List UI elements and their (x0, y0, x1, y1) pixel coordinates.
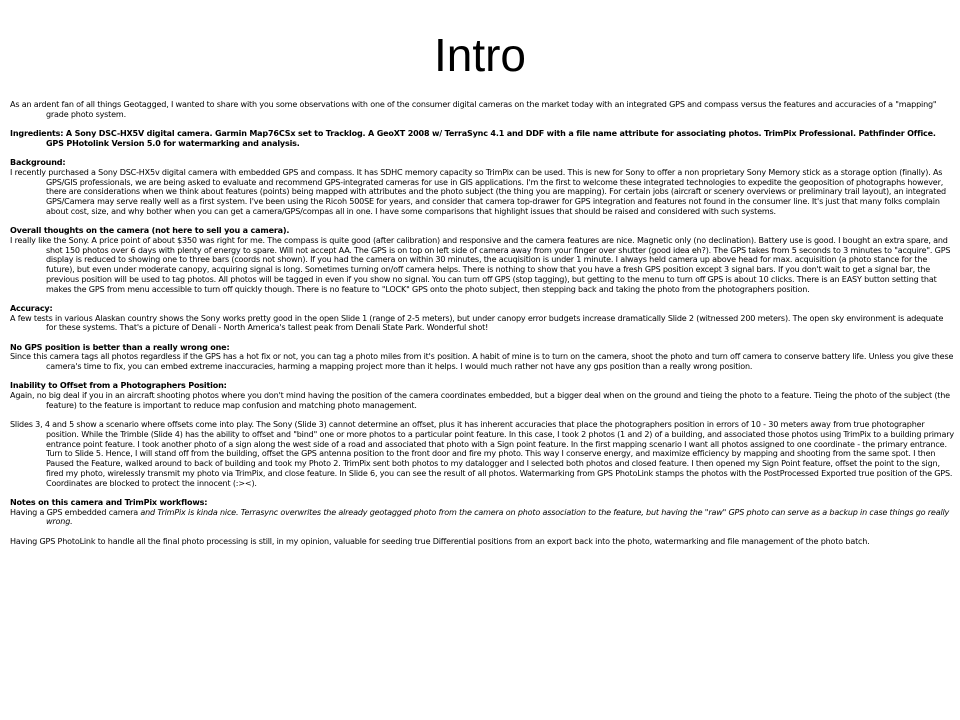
offset-paragraph: Again, no big deal if you in an aircraft shooting photos where you don't mind having the position of the camera coordinates embedded, but a bigger deal when on the ground and tieing the photo to a feature. Tieing the photo of the subject (the feature) to the feature is important to reduce map confusion and matching photo management. (10, 391, 950, 410)
notes-paragraph-2: Having GPS PhotoLink to handle all the final photo processing is still, in my opinion, valuable for seeding true Differential positions from an export back into the photo, watermarking and file management of the photo batch. (10, 536, 870, 546)
overall-paragraph: I really like the Sony. A price point of about $350 was right for me. The compass is quite good (after calibration) and responsive and the camera features are nice. Magnetic only (no declination). Battery use is good. I bought an extra spare, and shot 150 photos over 6 days with plenty of energy to spare. Will not accept AA. The GPS is on top on left side of camera away from your finger over shutter (good idea eh?). The GPS takes from 5 seconds to 3 minutes to "acquire". GPS display is reduced to showing one to three bars (coords not shown). If you had the camera on within 30 minutes, the acuqisition is under 1 minute. I always held camera up above head for max. acquisition (a photo stance for the future), but even under moderate canopy, acquiring signal is long. Sometimes turning on/off camera helps. There is nothing to show that you have a fresh GPS position except 3 signal bars. If you don't wait to get a signal bar, the previous position will be used to tag photos. All photos will be tagged in even if you show no signal. You can turn off GPS (stop tagging), but getting to the menu to turn off GPS is about 10 clicks. There is an EASY button setting that makes the GPS from menu accessible to turn off quickly though. There is no feature to "LOCK" GPS onto the photo subject, then stepping back and taking the photo from the photographers position. (10, 235, 951, 294)
ingredients-paragraph: Ingredients: A Sony DSC-HX5V digital camera. Garmin Map76CSx set to Tracklog. A GeoXT 2008 w/ TerraSync 4.1 and DDF with a file name attribute for associating photos. TrimPix Professional. Pathfinder Office. GPS PHotolink Version 5.0 for watermarking and analysis. (10, 129, 936, 148)
intro-paragraph: As an ardent fan of all things Geotagged, I wanted to share with you some observations with one of the consumer digital cameras on the market today with an integrated GPS and compass versus the features and accuracies of a "mapping" grade photo system. (10, 100, 937, 119)
background-heading: Background: (10, 158, 66, 167)
accuracy-heading: Accuracy: (10, 303, 53, 313)
offset-heading: Inability to Offset from a Photographers Position: (10, 381, 227, 391)
notes-heading: Notes on this camera and TrimPix workflows: (10, 497, 208, 507)
overall-heading: Overall thoughts on the camera (not here to sell you a camera). (10, 226, 290, 235)
notes-p1-lead: Having a GPS embedded camera (10, 507, 141, 517)
no-gps-paragraph: Since this camera tags all photos regardless if the GPS has a hot fix or not, you can tag a photo miles from it's position. A habit of mine is to turn on the camera, shoot the photo and turn off camera to conserve battery life. Unless you give these camera's time to fix, you can embed extreme inaccuracies, harming a mapping project more than it helps. I would much rather not have any gps position than a really wrong position. (10, 352, 954, 371)
slides-paragraph: Slides 3, 4 and 5 show a scenario where offsets come into play. The Sony (Slide 3) cannot determine an offset, plus it has inherent accuracies that place the photographers position in errors of 10 - 30 meters away from true photographer position. While the Trimble (Slide 4) has the ability to offset and "bind" one or more photos to a particular point feature. In this case, I took 2 photos (1 and 2) of a building, and associated those photos using TrimPix to a building primary entrance point feature. I took another photo of a sign along the west side of a road and associated that photo with a Sign point feature. In the first mapping scenario I want all photos assigned to one coordinate - the primary entrance. Turn to Slide 5. Hence, I will stand off from the building, offset the GPS antenna position to the front door and fire my photo. This way I conserve energy, and maximize efficiency by mapping and shooting from the same spot. I then Paused the Feature, walked around to back of building and took my Photo 2. TrimPix sent both photos to my datalogger and I selected both photos and closed feature. I then opened my Sign Point feature, offset the point to the sign, fired my photo, wirelessly transmit my photo via TrimPix, and close feature. In Slide 6, you can see the result of all photos. Watermarking from GPS PhotoLink stamps the photos with the PostProcessed Exported true position of the GPS. Coordinates are blocked to protect the innocent (:><). (10, 420, 954, 488)
accuracy-paragraph: A few tests in various Alaskan country shows the Sony works pretty good in the open Slide 1 (range of 2-5 meters), but under canopy error budgets increase dramatically Slide 2 (witnessed 200 meters). The open sky environment is adequate for these systems. That's a picture of Denali - North America's tallest peak from Denali State Park. Wonderful shot! (10, 313, 944, 333)
slide-body (10, 100, 954, 546)
slide-title: Intro (433, 29, 527, 81)
notes-p1-italic: and TrimPix is kinda nice. Terrasync overwrites the already geotagged photo from the camera on photo association to the feature, but having the "raw" GPS photo can serve as a backup in case things go really wrong. (46, 507, 950, 527)
notes-paragraph-1 (10, 508, 954, 528)
no-gps-heading: No GPS position is better than a really wrong one: (10, 342, 230, 352)
background-paragraph: I recently purchased a Sony DSC-HX5v digital camera with embedded GPS and compass. It has SDHC memory capacity so TrimPix can be used. This is new for Sony to offer a non proprietary Sony Memory stick as a storage option (finally). As GPS/GIS professionals, we are being asked to evaluate and recommend GPS-integrated cameras for use in GIS applications. I'm the first to welcome these integrated technologies to expedite the geoposition of photographs however, there are considerations when we think about features (points) being mapped with attributes and the photo subject (the thing you are mapping). For certain jobs (aircraft or scenery overviews or preliminary trail layout), an integrated GPS/Camera may serve really well as a first system. I've been using the Ricoh 500SE for years, and consider that camera top-drawer for GPS integration and features not found in the consumer line. It's just that many folks complain about cost, size, and why bother when you can get a camera/GPS/compas all in one. I have some comparisons that highlight issues that should be raised and considered with such systems. (10, 167, 946, 216)
